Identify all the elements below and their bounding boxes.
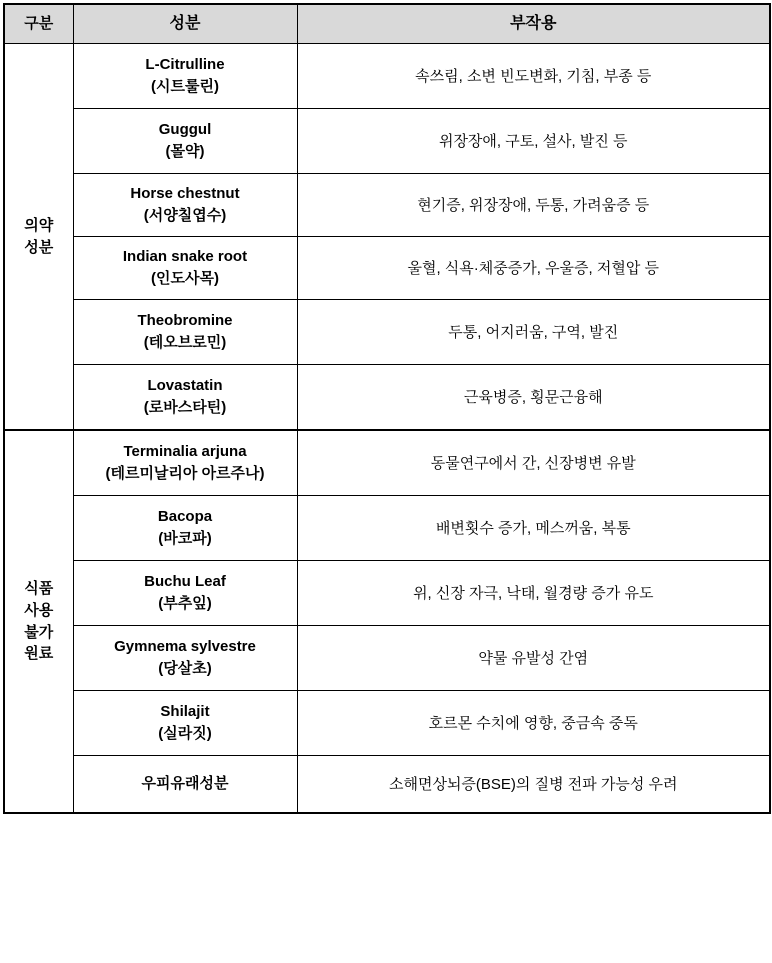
ingredient-korean-name: (부추잎) [158, 595, 212, 612]
side-effect-text: 위, 신장 자극, 낙태, 월경량 증가 유도 [297, 561, 770, 626]
table-row [4, 756, 770, 814]
ingredient-side-effect-table [3, 3, 771, 814]
table-header [4, 4, 770, 44]
ingredient-latin-name: Lovastatin [147, 376, 223, 394]
side-effect-text: 현기증, 위장장애, 두통, 가려움증 등 [297, 174, 770, 237]
side-effect-text: 배변횟수 증가, 메스꺼움, 복통 [297, 496, 770, 561]
group-label-food-prohibited [4, 430, 73, 813]
group-label-line: 식품 [24, 580, 54, 597]
ingredient-name [73, 430, 297, 496]
side-effect-text: 위장장애, 구토, 설사, 발진 등 [297, 109, 770, 174]
side-effect-text: 동물연구에서 간, 신장병변 유발 [297, 430, 770, 496]
side-effect-text: 속쓰림, 소변 빈도변화, 기침, 부종 등 [297, 44, 770, 109]
column-header-category: 구분 [4, 4, 73, 44]
ingredient-name [73, 237, 297, 300]
side-effect-text: 약물 유발성 간염 [297, 626, 770, 691]
group-label-line: 원료 [24, 645, 54, 663]
ingredient-name [73, 496, 297, 561]
table-row [4, 300, 770, 365]
ingredient-name [73, 300, 297, 365]
side-effect-text: 근육병증, 횡문근융해 [297, 365, 770, 431]
ingredient-korean-name: (테르미날리아 아르주나) [105, 465, 265, 482]
ingredient-latin-name: Bacopa [157, 507, 213, 525]
group-label-medicinal [4, 44, 73, 431]
group-label-line: 사용 [24, 601, 54, 619]
ingredient-name [73, 691, 297, 756]
side-effect-text: 호르몬 수치에 영향, 중금속 중독 [297, 691, 770, 756]
column-header-ingredient: 성분 [73, 4, 297, 44]
ingredient-latin-name: Buchu Leaf [144, 572, 226, 590]
ingredient-latin-name: Horse chestnut [130, 184, 240, 202]
ingredient-korean-name: (실라짓) [158, 725, 212, 742]
ingredient-name [73, 109, 297, 174]
side-effect-text: 두통, 어지러움, 구역, 발진 [297, 300, 770, 365]
ingredient-korean-name: (인도사목) [151, 270, 219, 287]
ingredient-name [73, 365, 297, 431]
table-row [4, 174, 770, 237]
ingredient-latin-name: Terminalia arjuna [123, 442, 247, 460]
group-label-line: 의약 [24, 216, 54, 234]
ingredient-korean-name: (바코파) [158, 530, 212, 547]
column-header-side-effect: 부작용 [297, 4, 770, 44]
ingredient-name [73, 174, 297, 237]
table-row [4, 237, 770, 300]
ingredient-korean-name: (로바스타틴) [143, 399, 227, 416]
table-row [4, 430, 770, 496]
table-row [4, 561, 770, 626]
ingredient-latin-name: Gymnema sylvestre [114, 637, 256, 655]
group-label-line: 불가 [24, 623, 54, 641]
table-row [4, 365, 770, 431]
table-row [4, 109, 770, 174]
table-row [4, 626, 770, 691]
ingredient-korean-name: (당살초) [158, 660, 212, 677]
ingredient-latin-name: Shilajit [160, 702, 210, 720]
ingredient-latin-name: Theobromine [137, 311, 233, 329]
ingredient-latin-name: L-Citrulline [145, 55, 225, 73]
ingredient-korean-name: (몰약) [165, 143, 205, 160]
table-body [4, 44, 770, 814]
ingredient-name [73, 44, 297, 109]
table-row [4, 44, 770, 109]
ingredient-latin-name: Guggul [158, 120, 212, 138]
table-header-row [4, 4, 770, 44]
ingredient-latin-name: Indian snake root [122, 247, 248, 265]
group-label-line: 성분 [24, 238, 54, 256]
ingredient-name [73, 756, 297, 814]
ingredient-name [73, 561, 297, 626]
ingredient-korean-name: (시트룰린) [151, 78, 219, 95]
ingredient-name [73, 626, 297, 691]
ingredient-korean-name: 우피유래성분 [141, 774, 229, 792]
ingredient-korean-name: (서양칠엽수) [143, 207, 227, 224]
table-row [4, 496, 770, 561]
side-effect-text: 울혈, 식욕·체중증가, 우울증, 저혈압 등 [297, 237, 770, 300]
document-page [0, 3, 772, 963]
table-row [4, 691, 770, 756]
ingredient-korean-name: (테오브로민) [143, 334, 227, 351]
side-effect-text: 소해면상뇌증(BSE)의 질병 전파 가능성 우려 [297, 756, 770, 814]
